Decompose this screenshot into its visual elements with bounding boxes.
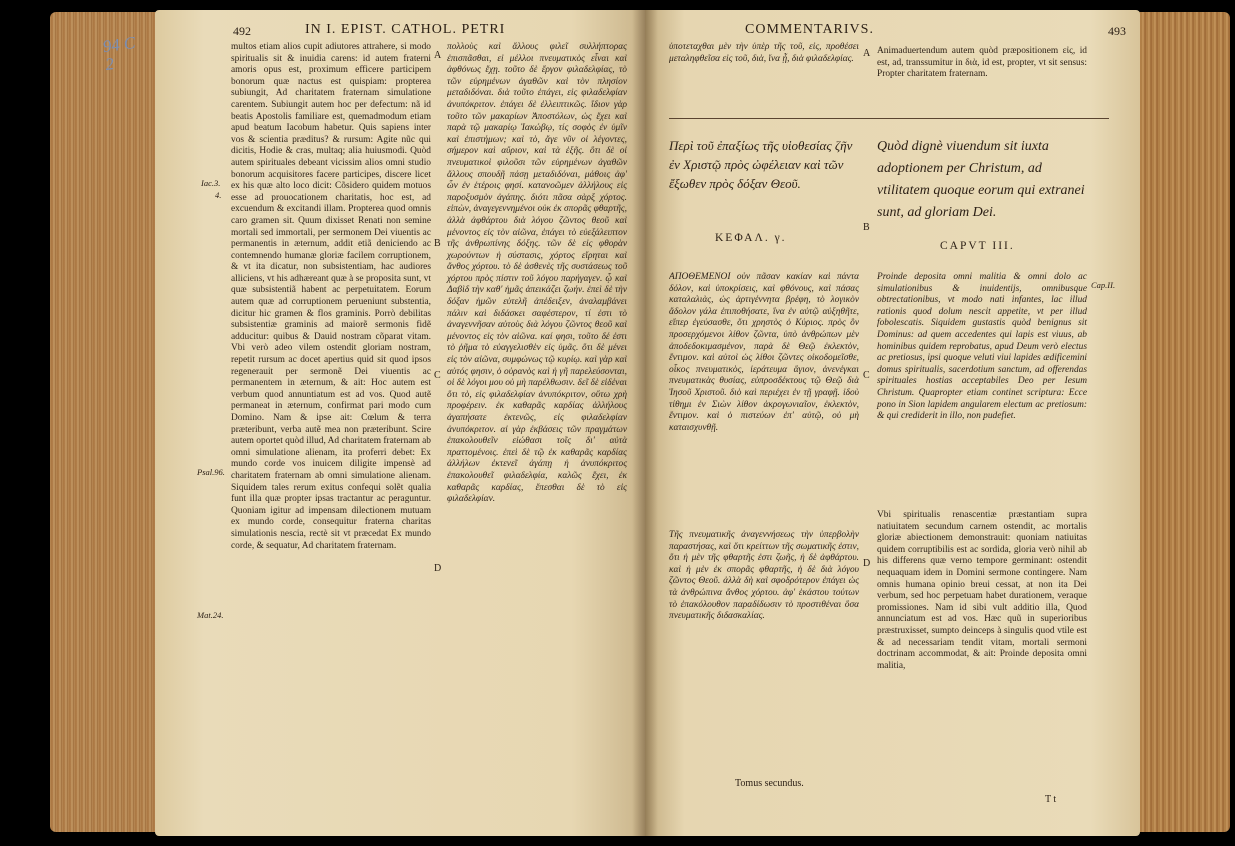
right-greek-column-1 — [669, 272, 859, 517]
right-page-edges — [1135, 12, 1230, 832]
greek-scripture-text: ΑΠΟΘΕΜΕΝΟΙ οὖν πᾶσαν κακίαν καὶ πάντα δόλον, καὶ ὑποκρίσεις, καὶ φθόνους, καὶ πάσας καταλαλιὰς, ὡς ἀρτιγέννητα βρέφη, τὸ λογικὸν ἄδολον γάλα ἐπιποθήσατε, ἵνα ἐν αὐτῷ αὐξηθῆτε, εἴπερ ἐγεύσασθε, ὅτι χρηστὸς ὁ Κύριος. πρὸς ὃν προσερχόμενοι λίθον ζῶντα, ὑπὸ ἀνθρώπων μὲν ἀποδεδοκιμασμένον, παρὰ δὲ Θεῷ ἐκλεκτὸν, ἔντιμον. καὶ αὐτοὶ ὡς λίθοι ζῶντες οἰκοδομεῖσθε, οἶκος πνευματικὸς, ἱεράτευμα ἅγιον, ἀνενέγκαι πνευματικὰς θυσίας, εὐπροσδέκτους τῷ Θεῷ διὰ Ἰησοῦ Χριστοῦ. διὸ καὶ περιέχει ἐν τῇ γραφῇ. ἰδοὺ τίθημι ἐν Σιὼν λίθον ἀκρογωνιαῖον, ἐκλεκτὸν, ἔντιμον. καὶ ὁ πιστεύων ἐπ' αὐτῷ, οὐ μὴ καταισχυνθῇ. — [669, 272, 859, 433]
greek-commentary-text: Τῆς πνευματικῆς ἀναγεννήσεως τὴν ὑπερβολὴν παραστήσας, καὶ ὅτι κρείττων τῆς σωματικῆς ἐστιν, ὅτι ἡ μὲν τῆς φθαρτῆς ἐστι ζωῆς, ἡ δὲ ἀφθάρτου. καὶ ἡ μὲν ἐκ σπορᾶς φθαρτῆς, ἡ δὲ διὰ λόγου ζῶντος Θεοῦ. ἀλλὰ δὴ καὶ σφοδρότερον ἐπάγει ὡς τὰ ἀνθρώπινα ἄνθος χόρτου. ἀφ' ἑκάστου τούτων τὸ ἐπακόλουθον παραδίδωσιν τὸ προστιθέναι ὅσα πνευματικῆς διδασκαλίας. — [669, 530, 859, 622]
column-letter-a: A — [434, 50, 442, 61]
left-latin-text: multos etiam alios cupit adiutores attrahere, si modo spiritualis sit & inuidia carens: id autem fraterni amoris opus est, proximum efficere participem bonorum quæ nactus est quispiam: propterea subiungit, Ad charitatem fraternam simulatione carentem. Subiungit autem hoc per defectum: nã id beatis Apostolis familiare est, quemadmodum etiam apud beatum Iacobum habetur. Quis sapiens inter vos & scientia præditus? & rursum: Agite nũc qui dicitis, Hodie & cras, multaq; alia huiusmodi. Quòd autem spirituales debeant vicissim alios omni studio bonorum acquisitores facere participes, discere licet ex his quæ alto loco dicit: Cõsidero quidem motuos esse ad prouocationem charitatis, hoc est, ad excuendum & excitandi illam. Propterea quod omnis caro gramen sit. Quum dixisset Renati non semine mortali sed immortali, per sermonem Dei viuentis ac permanentis in æternum, addit etiã deniciendo ac contemnendo humanæ gloriæ facilem corruptionem, & vt ita dicatur, non subsistentiam, hac audiores alliciens, vt his adhæreant quæ à se proposita sunt, vt quæ subsistentiã habent ac perpetuitatem. Eorum autem quæ ad corruptionem perueniunt substentia, dicitur hic gramen & flos graminis. Porrò debilitas subsistentiæ graminis ad maiorẽ sermonis fidẽ adducitur: quibus & Dauid nostram cõparat vitam. Vbi verò adeo vilem ostendit gloriam nostram, repetit rursum ac docet apertius quid sit quod ipsos regenerauit per sermonẽ Dei viuentis ac permanentem in æternum, & ait: Hoc autem est verbum quod annuntiatum est ad vos. Quod autẽ permaneat in æternum, confirmat pari modo cum Domino. Nam & ipse ait: Cœlum & terra præteribunt, verba autẽ mea non præteribunt. Scire autem oportet quòd illud, Ad charitatem fraternam ab omni simulatione alienam, ita proferri debet: Ex mundo corde vos inuicem diligite impensè ad charitatem fraternam ab omni simulatione alienam. Siquidem tales rerum exitus confequi solẽt qualia funt illa quæ propter ipsas tractantur ac peraguntur. Quoniam igitur ad impensam dilectionem mutuam ex mundo corde, consequitur fraterna charitas simulationis nescia, rectè sit vt præcedat Ex mundo corde, & sequatur, Ad charitatem fraternam. — [231, 42, 431, 551]
volume-footer: Tomus secundus. — [735, 778, 804, 789]
right-column-letter-d: D — [863, 558, 871, 569]
book-spread — [20, 4, 1230, 840]
column-letter-c: C — [434, 370, 441, 381]
right-latin-column-1 — [877, 272, 1087, 502]
section-divider — [669, 118, 1109, 119]
latin-commentary-text: Vbi spiritualis renascentiæ præstantiam supra natiuitatem secundum carnem ostendit, ac mortalis gloriæ abiectionem demonstrauit: quoniam natiuitas quidem corruptibilis est ac sordida, gloria verò nihil ab his differens quæ verno tempore germinant: ostendit nequaquam idem in Domini sermone contingere. Nam omnis humana opinio breui cessat, at non ita Dei verbum, sed hoc perpetuam habet durationem, veraque promissiones. Nam id sibi vult additio illa, Quod annunciatum est ad vos. Hæc quũ in superioribus præstruxisset, sumpto deinceps à singulis quod vtile est & ad necessariam tendit vitam, mortali sermoni doctrinam accommodat, & ait: Proinde deposita omni malitia, — [877, 510, 1087, 671]
latin-intro-text: Animaduertendum autem quòd præpositionem εἰς, id est, ad, transsumitur in διὰ, id est, propter, vt sit sensus: Propter charitatem fraternam. — [877, 46, 1087, 80]
column-letter-b: B — [434, 238, 441, 249]
left-greek-column — [447, 42, 627, 828]
right-column-letter-b: B — [863, 222, 870, 233]
right-column-letter-c: C — [863, 370, 870, 381]
right-latin-intro — [877, 46, 1087, 116]
right-running-head: COMMENTARIVS. — [745, 22, 874, 37]
right-latin-column-2 — [877, 510, 1087, 810]
greek-intro-text: ὑποτεταχθαι μὲν τὴν ὑπὲρ τῆς τοῦ, εἰς, προθέσει μεταληφθεῖσα εἰς τοῦ, διὰ, ἵνα ᾖ, διὰ φιλαδελφίας. — [669, 42, 859, 64]
latin-scripture-text: Proinde deposita omni malitia & omni dolo ac simulationibus & inuidentijs, omnibusque obtrectationibus, vt modo nati infantes, lac illud rationis quod dolum nescit appetite, vt per illud fobolescatis. Siquidem gustastis quòd benignus sit Dominus: ad quem accedentes qui lapis est viuus, ab hominibus quidem reprobatus, apud Deum verò electus ac pretiosus, ipsi quoque veluti viui lapides ædificemini domus spiritualis, sacerdotium sanctum, ad offerendas spirituales hostias acceptabiles Deo per Iesum Christum. Quapropter etiam continet scriptura: Ecce pono in Sion lapidem angularem electum ac pretiosum: & qui crediderit in illo, non pudefiet. — [877, 272, 1087, 422]
library-stamp: 94 C 2 — [101, 32, 137, 75]
right-column-letter-a: A — [863, 48, 871, 59]
margin-note-mat24: Mat.24. — [197, 610, 224, 620]
left-running-head: IN I. EPIST. CATHOL. PETRI — [305, 22, 506, 37]
chapter-label-latin: CAPVT III. — [940, 240, 1015, 252]
left-greek-text: πολλοὺς καὶ ἄλλους φιλεῖ συλλήπτορας ἐπισπᾶσθαι, εἰ μέλλοι πνευματικὸς εἶναι καὶ ἀφθόνως ἔχῃ. τοῦτο δὲ ἔργον φιλαδελφίας, τὸ τῶν εὑρημένων ἀγαθῶν καὶ τὸν πλησίον μεταδιδόναι. διὰ τοῦτο ἐπάγει, εἰς φιλαδελφίαν ἀνυπόκριτον. ἐπάγει δὲ ἐλλειπτικῶς. ἴδιον γὰρ τοῦτο τῶν μακαρίων Ἀποστόλων, ὡς ἔχει καὶ παρὰ τῷ μακαρίῳ Ἰακώβῳ, τίς σοφὸς ἐν ὑμῖν καὶ ἐπιστήμων; καὶ τὸ, ἄγε νῦν οἱ λέγοντες, σήμερον καὶ αὔριον, καὶ τὰ ἑξῆς. ὅτι δὲ οἱ πνευματικοὶ φιλοῦσι τῶν εὑρημένων ἀγαθῶν ἄλλους σπουδῇ πάσῃ μεταδιδόναι, μάθοις ἀφ' ὧν ἐν ἑτέροις φησί. κατανοῶμεν ἀλλήλους εἰς παροξυσμὸν ἀγάπης. διότι πᾶσα σὰρξ χόρτος. εἰπὼν, ἀναγεγεννημένοι οὐκ ἐκ σπορᾶς φθαρτῆς, ἀλλὰ ἀφθάρτου διὰ λόγου ζῶντος θεοῦ καὶ μένοντος εἰς τὸν αἰῶνα, ἐπάγει τὸ εὐεξάλειπτον τῆς ἀνθρωπίνης δόξης. τῶν δὲ εἰς φθορὰν χωρούντων ἡ σύστασις, χόρτος εἴρηται καὶ ἄνθος χόρτου. τὸ δὲ ἀσθενὲς τῆς συστάσεως τοῦ χόρτου πρὸς πίστιν τοῦ λόγου παρήγαγεν. ᾧ καὶ Δαβὶδ τὴν καθ' ἡμᾶς ἀπεικάζει ζωήν. ἐπεὶ δὲ τὴν δόξαν ἡμῶν εὐτελῆ ἀπέδειξεν, ἀναλαμβάνει πάλιν καὶ διδάσκει σαφέστερον, τί ἐστι τὸ ἀναγεννῆσαν αὐτοὺς διὰ λόγου ζῶντος θεοῦ καὶ μένοντος εἰς τὸν αἰῶνα. καί φησι, τοῦτο δέ ἐστι τὸ ῥῆμα τὸ εὐαγγελισθὲν εἰς ὑμᾶς. ὅτι δὲ μένει εἰς τὸν αἰῶνα, συμφώνως τῷ κυρίῳ. καὶ γὰρ καὶ αὐτός φησιν, ὁ οὐρανὸς καὶ ἡ γῆ παρελεύσονται, οἱ δὲ λόγοι μου οὐ μὴ παρέλθωσιν. δεῖ δὲ εἰδέναι ὅτι τὸ, εἰς φιλαδελφίαν ἀνυπόκριτον, οὕτω χρὴ προφέρειν. ἐκ καθαρᾶς καρδίας ἀλλήλους ἀγαπήσατε ἐκτενῶς, εἰς φιλαδελφίαν ἀνυπόκριτον. αἱ γὰρ ἐκβάσεις τῶν πραγμάτων ἐπακολουθεῖν εἰώθασι τοῖς δι' αὐτὰ πραττομένοις. ἐπεὶ δὲ τῷ ἐκ καθαρᾶς καρδίας ἀλλήλων ἐκτενεῖ ἀγάπῃ ἡ ἀνυπόκριτος ἐπακολουθεῖ φιλαδελφία, καλῶς ἔχει, ἐκ καθαρᾶς καρδίας, ἕπεσθαι δὲ τὸ εἰς φιλαδελφίαν. — [447, 42, 627, 505]
left-page — [155, 10, 645, 836]
left-latin-column — [231, 42, 431, 828]
right-greek-column-2 — [669, 530, 859, 770]
margin-note-iac3: Iac.3. — [201, 178, 221, 188]
column-letter-d: D — [434, 563, 442, 574]
right-page-number: 493 — [1108, 24, 1126, 38]
margin-note-cap2: Cap.II. — [1091, 280, 1116, 290]
right-page — [645, 10, 1140, 836]
signature-mark: T t — [1045, 794, 1057, 805]
margin-note-4: 4. — [215, 190, 222, 200]
left-page-number: 492 — [233, 24, 251, 38]
latin-chapter-title: Quòd dignè viuendum sit iuxta adoptionem per Christum, ad vtilitatem quoque eorum qui extranei sunt, ad gloriam Dei. — [877, 139, 1085, 220]
greek-chapter-title: Περὶ τοῦ ἐπαξίως τῆς υἱοθεσίας ζῆν ἐν Χριστῷ πρὸς ὠφέλειαν καὶ τῶν ἔξωθεν πρὸς δόξαν Θεοῦ. — [669, 138, 853, 191]
right-greek-intro — [669, 42, 859, 112]
chapter-label-greek: ΚΕΦΑΛ. γ. — [715, 232, 787, 244]
book-gutter — [632, 10, 658, 836]
margin-note-psal96: Psal.96. — [197, 467, 225, 477]
